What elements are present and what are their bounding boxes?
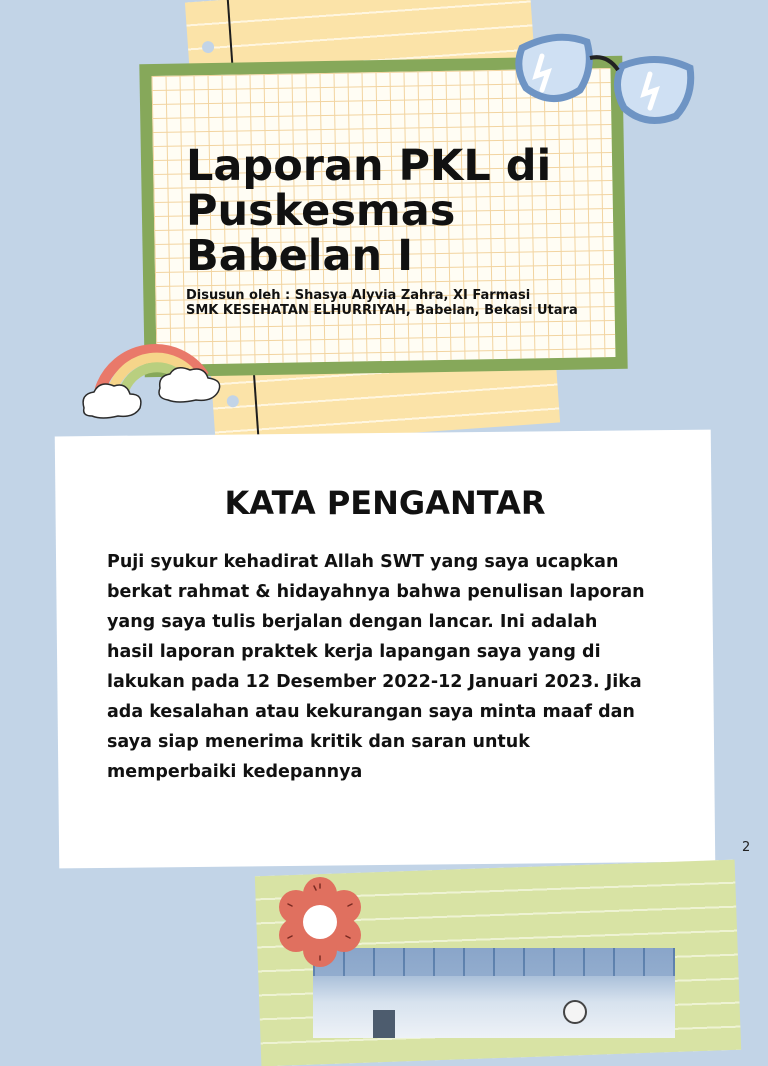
author-info (186, 288, 606, 318)
section-body: Puji syukur kehadirat Allah SWT yang saya ucapkan berkat rahmat & hidayahnya bahwa penulisan laporan yang saya tulis berjalan dengan lancar. Ini adalah hasil laporan praktek kerja lapangan saya yang di lakukan pada 12 Desember 2022-12 Januari 2023. Jika ada kesalahan atau kekurangan saya minta maaf dan saya siap menerima kritik dan saran untuk memperbaiki kedepannya (107, 552, 645, 782)
author-line: Disusun oleh : Shasya Alyvia Zahra, XI Farmasi (186, 288, 531, 303)
clock-icon (563, 1000, 587, 1024)
glasses-icon (512, 28, 702, 138)
school-line: SMK KESEHATAN ELHURRIYAH, Babelan, Bekasi Utara (186, 303, 578, 318)
section-heading: KATA PENGANTAR (224, 484, 546, 522)
rainbow-icon (78, 330, 238, 425)
flower-icon (270, 872, 370, 972)
page-number: 2 (742, 840, 751, 855)
page-title: Laporan PKL di Puskesmas Babelan I (186, 141, 552, 281)
